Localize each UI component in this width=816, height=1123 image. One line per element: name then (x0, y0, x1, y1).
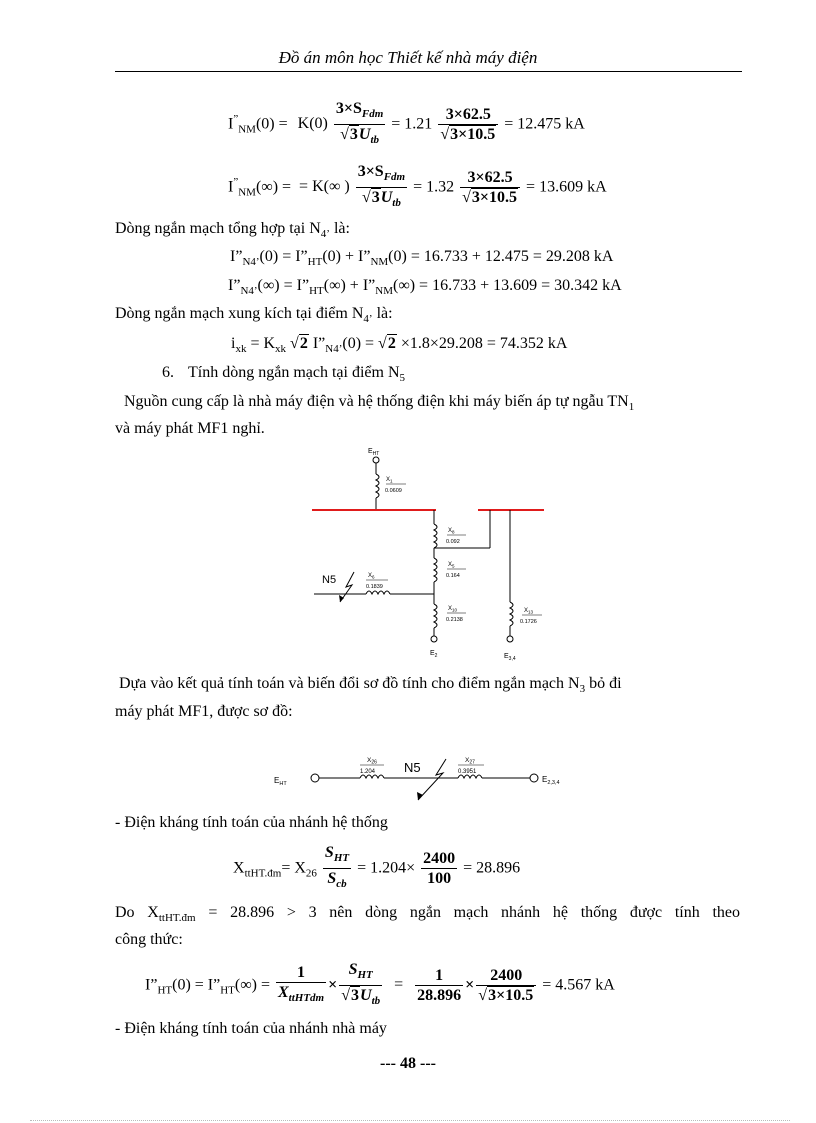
equation-inm-inf: $I^”_{NM}(\infty)$ = = K(∞ ) $\frac{3\times S_{Fdm}}{√3U_{tb}}$ = 1.32 $\frac{3\times 62.5}{√3\times 10.5}$ = 13.609 kA (228, 163, 607, 210)
page-header: Đồ án môn học Thiết kế nhà máy điện (278, 48, 538, 67)
fault-n5-2 (404, 759, 446, 800)
svg-text:0.1726: 0.1726 (520, 619, 537, 625)
equation-in4-inf: $I”_{N4’}(\infty)$ = $I”_{HT}(\infty)$ + $I”_{NM}(\infty) = 16.733 + 13.609 = 30.342$ kA (228, 277, 622, 298)
inductor-x10 (430, 594, 466, 659)
paragraph-condition-line1: Do $X_{ttHT.đm} = 28.896 > 3$ nên dòng ngắn mạch nhánh hệ thống được tính theo (115, 904, 741, 925)
section-heading-6: 6. Tính dòng ngắn mạch tại điểm $N_5$ (162, 364, 406, 385)
svg-text:0.2138: 0.2138 (446, 617, 463, 623)
source-e234 (530, 774, 560, 786)
inductor-x5 (434, 548, 466, 594)
equation-ixk: $i_{xk} = K_{xk}$ √2 $I”_{N4’}(0) = √2 \times 1.8\times 29.208 = 74.352$ kA (231, 335, 568, 356)
svg-text:X26: $X_{26}$ (367, 757, 377, 766)
bottom-border (30, 1120, 790, 1121)
paragraph-source-line1: Nguồn cung cấp là nhà máy điện và hệ thống điện khi máy biến áp tự ngẫu $TN_1$ (124, 393, 635, 414)
circuit-diagram-n5 (300, 440, 560, 665)
svg-text:E3,4: $E_{3,4}$ (504, 653, 516, 662)
svg-text:X5: $X_5$ (448, 562, 455, 569)
svg-text:1.204: 1.204 (360, 769, 376, 775)
paragraph-system-reactance: - Điện kháng tính toán của nhánh hệ thống (115, 814, 388, 831)
svg-text:N5: N5 (404, 760, 421, 775)
inductor-x13 (504, 510, 542, 662)
svg-text:E2,3,4: $E_{2,3,4}$ (542, 775, 560, 786)
svg-text:EHT: $E_{HT}$ (274, 776, 287, 787)
paragraph-total-current: Dòng ngắn mạch tổng hợp tại $N_{4’}$ là: (115, 220, 350, 241)
circuit-diagram-simplified (268, 745, 588, 807)
svg-text:0.092: 0.092 (446, 539, 460, 545)
inductor-x27 (458, 757, 530, 778)
fault-n5 (322, 572, 354, 602)
svg-text:0.1839: 0.1839 (366, 584, 383, 590)
svg-text:0.3951: 0.3951 (458, 769, 477, 775)
svg-text:E2: $E_2$ (430, 650, 438, 659)
svg-text:X13: $X_{13}$ (524, 608, 534, 615)
svg-text:X8: $X_8$ (448, 528, 455, 535)
svg-text:EHT: $E_{HT}$ (368, 448, 380, 457)
equation-in4-0: $I”_{N4’}(0)$ = $I”_{HT}(0)$ + $I”_{NM}(0) = 16.733 + 12.475 = 29.208$ kA (230, 248, 614, 269)
equation-xtt-ht: $X_{ttHT.đm}= X_{26}$ $\frac{S_{HT}}{S_{cb}}$ = 1.204× $\frac{2400}{100}$ = 28.896 (233, 844, 521, 891)
paragraph-condition-line2: công thức: (115, 931, 183, 948)
svg-text:X27: $X_{27}$ (465, 757, 475, 766)
paragraph-impulse-current: Dòng ngắn mạch xung kích tại điểm $N_{4’}$ là: (115, 305, 393, 326)
svg-text:X6: $X_6$ (368, 573, 375, 580)
paragraph-result-line2: máy phát MF1, được sơ đồ: (115, 703, 293, 720)
header-rule (115, 71, 742, 72)
svg-text:0.164: 0.164 (446, 573, 460, 579)
inductor-x1 (376, 474, 406, 510)
page-number: --- 48 --- (380, 1055, 436, 1072)
equation-iht: $I”_{HT}(0)$ = $I”_{HT}(\infty)$ = $\frac{1}{X_{ttHTdm}}$ × $\frac{S_{HT}}{√3U_{tb}}$ = $\frac{1}{28.896}$ × $\frac{2400}{√3\times 10.5}$ = 4.567 kA (145, 961, 615, 1008)
paragraph-plant-reactance: - Điện kháng tính toán của nhánh nhà máy (115, 1020, 387, 1037)
source-eht-2 (274, 774, 360, 787)
equation-inm-0: $I^”_{NM}(0) = K(0)$ $\frac{3\times S_{Fdm}}{√3U_{tb}}$ = 1.21 $\frac{3\times 62.5}{√3\times 10.5}$ = 12.475 kA (228, 100, 585, 147)
svg-text:0.0609: 0.0609 (385, 488, 402, 494)
source-eht (368, 448, 379, 474)
paragraph-result-line1: Dựa vào kết quả tính toán và biến đổi sơ đồ tính cho điểm ngắn mạch $N_3$ bỏ đi (119, 675, 622, 696)
svg-text:X10: $X_{10}$ (448, 606, 458, 613)
svg-text:N5: N5 (322, 574, 337, 586)
paragraph-source-line2: và máy phát MF1 nghỉ. (115, 420, 265, 437)
svg-text:X1: $X_1$ (386, 477, 393, 484)
inductor-x8 (434, 510, 466, 548)
